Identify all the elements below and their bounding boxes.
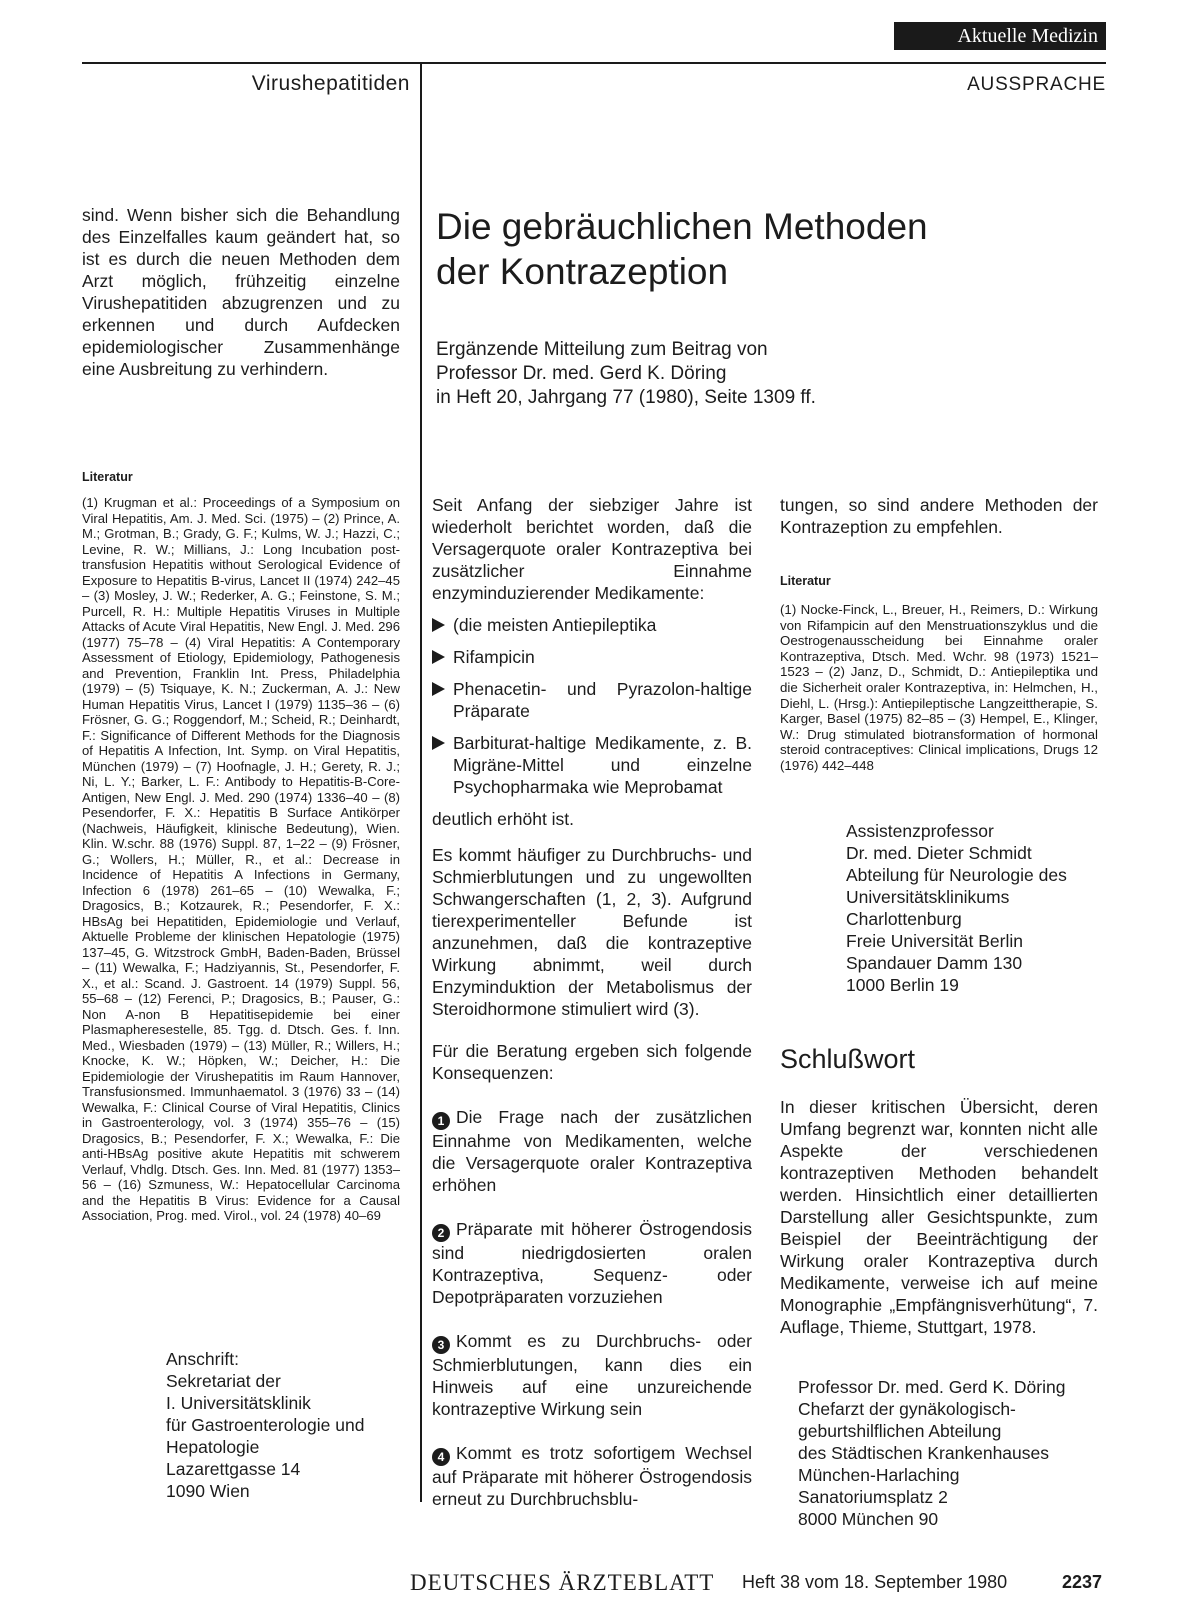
mid-intro-paragraph: Seit Anfang der siebziger Jahre ist wiederholt berichtet worden, daß die Versagerquote oraler Kontrazeptiva bei zusätzlicher Einnahme enzyminduzierender Medikamente: <box>432 495 752 603</box>
triangle-bullet-icon <box>432 650 445 664</box>
bullet-text: (die meisten Antiepileptika <box>453 615 657 635</box>
address-line: des Städtischen Krankenhauses <box>798 1443 1049 1463</box>
address-line: Lazarettgasse 14 <box>166 1459 301 1479</box>
bullet-text: Rifampicin <box>453 647 535 667</box>
number-badge: 4 <box>432 1448 450 1466</box>
left-section-label: Virushepatitiden <box>251 72 410 95</box>
right-literature-text: (1) Nocke-Finck, L., Breuer, H., Reimers, D.: Wirkung von Rifampicin auf den Menstruationszyklus und die Oestrogenausscheidung bei Einnahme oraler Kontrazeptiva, Dtsch. Med. Wchr. 98 (1973) 1521–1523 – (2) Janz, D., Schmidt, D.: Antiepileptika und die Sicherheit oraler Kontrazeptiva, in: Helmchen, H., Diehl, L. (Hrsg.): Antiepileptische Langzeittherapie, S. Karger, Basel (1975) 82–85 – (3) Hempel, E., Klinger, W.: Drug stimulated biotransformation of hormonal steroid contraceptives: Clinical implications, Drugs 12 (1976) 442–448 <box>780 602 1098 773</box>
number-badge: 2 <box>432 1224 450 1242</box>
numbered-item <box>432 1218 752 1308</box>
address-line: Professor Dr. med. Gerd K. Döring <box>798 1377 1066 1397</box>
subtitle-line: Ergänzende Mitteilung zum Beitrag von <box>436 339 768 360</box>
triangle-bullet-icon <box>432 736 445 750</box>
article-subtitle <box>436 338 816 410</box>
address-line: 8000 München 90 <box>798 1509 939 1529</box>
address-line: Dr. med. Dieter Schmidt <box>846 843 1032 863</box>
triangle-bullet-icon <box>432 682 445 696</box>
address-line: Freie Universität Berlin <box>846 931 1023 951</box>
bullet-item <box>432 678 752 722</box>
right-continuation: tungen, so sind andere Methoden der Kontrazeption zu empfehlen. <box>780 495 1098 537</box>
numbered-item <box>432 1106 752 1196</box>
title-line: der Kontrazeption <box>436 251 729 292</box>
schlusswort-heading: Schlußwort <box>780 1044 916 1074</box>
numbered-list <box>432 1106 752 1510</box>
address-line: Assistenzprofessor <box>846 821 994 841</box>
bullet-text: Phenacetin- und Pyrazolon-haltige Präparate <box>453 679 752 721</box>
numbered-item <box>432 1442 752 1510</box>
section-badge: Aktuelle Medizin <box>894 22 1106 50</box>
bullet-item <box>432 614 752 636</box>
address-line: geburtshilflichen Abteilung <box>798 1421 1002 1441</box>
left-address <box>166 1348 364 1502</box>
numbered-text: Kommt es trotz sofortigem Wechsel auf Präparate mit höherer Östrogendosis erneut zu Durchbruchsblu- <box>432 1443 752 1509</box>
publication-name: DEUTSCHES ÄRZTEBLATT <box>410 1570 715 1595</box>
numbered-text: Präparate mit höherer Östrogendosis sind niedrigdosierten oralen Kontrazeptiva, Sequenz- oder Depotpräparaten vorzuziehen <box>432 1219 752 1307</box>
address-line: München-Harlaching <box>798 1465 960 1485</box>
address-line: Universitätsklinikums <box>846 887 1010 907</box>
address-line: 1090 Wien <box>166 1481 250 1501</box>
bullet-item <box>432 732 752 798</box>
address-line: Abteilung für Neurologie des <box>846 865 1067 885</box>
address-line: für Gastroenterologie und <box>166 1415 365 1435</box>
address-line: I. Universitätsklinik <box>166 1393 311 1413</box>
left-literature-heading: Literatur <box>82 470 133 484</box>
article-title <box>436 204 1096 294</box>
schlusswort-text: In dieser kritischen Übersicht, deren Umfang begrenzt war, konnten nicht alle Aspekte der verschiedenen kontrazeptiven Methoden behandelt werden. Hinsichtlich einer detaillierten Darstellung aller Gesichtspunkte, zum Beispiel der Beeinträchtigung der Wirkung oraler Kontrazeptiva durch Medikamente, verweise ich auf meine Monographie „Empfängnisverhütung“, 7. Auflage, Thieme, Stuttgart, 1978. <box>780 1097 1098 1337</box>
address-line: Anschrift: <box>166 1349 239 1369</box>
left-literature-text: (1) Krugman et al.: Proceedings of a Symposium on Viral Hepatitis, Am. J. Med. Sci. (1975) – (2) Prince, A. M.; Grotman, B.; Grady, G. F.; Kulms, W. J.; Hazzi, C.; Levine, R. W.; Millians, J.: Long Incubation post-transfusion Hepatitis without Serological Evidence of Exposure to Hepatitis B-virus, Lancet II (1974) 242–45 – (3) Mosley, J. W.; Rederker, A. G.; Feinstone, S. M.; Purcell, R. H.: Multiple Hepatitis Viruses in Multiple Attacks of Acute Viral Hepatitis, New Engl. J. Med. 296 (1977) 75–78 – (4) Viral Hepatitis: A Contemporary Assessment of Etiology, Epidemiology, Pathogenesis and Prevention, Franklin Int. Press, Philadelphia (1979) – (5) Tsiquaye, K. N.; Zuckerman, A. J.: New Human Hepatitis Virus, Lancet I (1979) 1135–36 – (6) Frösner, G. G.; Roggendorf, M.; Scheid, R.; Deinhardt, F.: Significance of Different Methods for the Diagnosis of Hepatitis A Infection, Int. Symp. on Viral Hepatitis, München (1979) – (7) Hoofnagle, J. H.; Gerety, R. J.; Ni, L. Y.; Barker, L. F.: Antibody to Hepatitis-B-Core-Antigen, New Engl. J. Med. 290 (1974) 1336–40 – (8) Pesendorfer, F. X.: Hepatitis B Surface Antikörper (Nachweis, Häufigkeit, klinische Bedeutung), Wien. Klin. W.schr. 88 (1976) Suppl. 87, 1–22 – (9) Frösner, G.; Wollers, H.; Müller, R., et al.: Decrease in Incidence of Hepatitis A Infections in Germany, Infection 6 (1978) 261–65 – (10) Wewalka, F.; Dragosics, B.; Kotzaurek, R.; Pesendorfer, F. X.: HBsAg bei Hepatitiden, Epidemiologie und Verlauf, Aktuelle Probleme der klinischen Hepatologie (1975) 137–45, G. Witzstrock GmbH, Baden-Baden, Brüssel – (11) Wewalka, F.; Hadziyannis, St., Pesendorfer, F. X., et al.: Scand. J. Gastroent. 14 (1979) Suppl. 56, 55–68 – (12) Ferenci, P.; Dragosics, B.; Pauser, G.: Non A-non B Hepatitisepidemie bei einer Plasmapheresestelle, 85. Tgg. d. Dtsch. Ges. f. Inn. Med., Wiesbaden (1979) – (13) Müller, R.; Willers, H.; Knocke, K. W.; Höpken, W.; Deicher, H.: Die Epidemiologie der Virushepatitis im Raum Hannover, Transfusionsmed. Immunhaematol. 3 (1976) 33 – (14) Wewalka, F.: Clinical Course of Viral Hepatitis, Clinics in Gastroenterology, vol. 3 (1974) 355–76 – (15) Dragosics, B.; Pesendorfer, F. X.; Wewalka, F.: Die anti-HBsAg positive akute Hepatitis mit schwerem Verlauf, Vhdlg. Dtsch. Ges. Inn. Med. 81 (1977) 1353–56 – (16) Szmuness, W.: Hepatocellular Carcinoma and the Hepatitis B Virus: Evidence for a Causal Association, Prog. med. Virol., vol. 24 (1978) 40–69 <box>82 495 400 1223</box>
number-badge: 1 <box>432 1112 450 1130</box>
numbered-text: Kommt es zu Durchbruchs- oder Schmierblutungen, kann dies ein Hinweis auf eine unzureichende kontrazeptive Wirkung sein <box>432 1331 752 1419</box>
middle-column <box>432 494 752 1510</box>
address-line: Sekretariat der <box>166 1371 281 1391</box>
bullet-text: Barbiturat-haltige Medikamente, z. B. Migräne-Mittel und einzelne Psychopharmaka wie Meprobamat <box>453 733 752 797</box>
title-line: Die gebräuchlichen Methoden <box>436 206 928 247</box>
column-divider <box>420 62 422 1502</box>
page-number: 2237 <box>1062 1572 1103 1592</box>
author-address <box>846 820 1067 996</box>
left-intro-paragraph: sind. Wenn bisher sich die Behandlung des Einzelfalles kaum geändert hat, so ist es durch die neuen Methoden dem Arzt möglich, frühzeitig einzelne Virushepatitiden abzugrenzen und zu erkennen und durch Aufdecken epidemiologischer Zusammenhänge eine Ausbreitung zu verhindern. <box>82 205 400 379</box>
right-section-label: AUSSPRACHE <box>967 74 1106 95</box>
address-line: Spandauer Damm 130 <box>846 953 1023 973</box>
address-line: 1000 Berlin 19 <box>846 975 959 995</box>
bullet-list <box>432 614 752 798</box>
subtitle-line: Professor Dr. med. Gerd K. Döring <box>436 363 727 384</box>
address-line: Charlottenburg <box>846 909 962 929</box>
address-line: Hepatologie <box>166 1437 260 1457</box>
after-bullets-text: deutlich erhöht ist. <box>432 809 575 829</box>
mid-paragraph-3: Für die Beratung ergeben sich folgende Konsequenzen: <box>432 1041 752 1083</box>
mid-paragraph-2: Es kommt häufiger zu Durchbruchs- und Schmierblutungen und zu ungewollten Schwangerschaften (1, 2, 3). Aufgrund tierexperimenteller Befunde ist anzunehmen, daß die kontrazeptive Wirkung abnimmt, weil durch Enzyminduktion der Metabolismus der Steroidhormone stimuliert wird (3). <box>432 845 752 1019</box>
bullet-item <box>432 646 752 668</box>
triangle-bullet-icon <box>432 618 445 632</box>
issue-info: Heft 38 vom 18. September 1980 <box>742 1572 1008 1592</box>
address-line: Chefarzt der gynäkologisch- <box>798 1399 1016 1419</box>
subtitle-line: in Heft 20, Jahrgang 77 (1980), Seite 1309 ff. <box>436 387 816 408</box>
address-line: Sanatoriumsplatz 2 <box>798 1487 948 1507</box>
reply-address <box>798 1376 1065 1530</box>
number-badge: 3 <box>432 1336 450 1354</box>
numbered-text: Die Frage nach der zusätzlichen Einnahme von Medikamenten, welche die Versagerquote oraler Kontrazeptiva erhöhen <box>432 1107 752 1195</box>
header-rule <box>82 62 1106 64</box>
numbered-item <box>432 1330 752 1420</box>
right-literature-heading: Literatur <box>780 574 831 588</box>
